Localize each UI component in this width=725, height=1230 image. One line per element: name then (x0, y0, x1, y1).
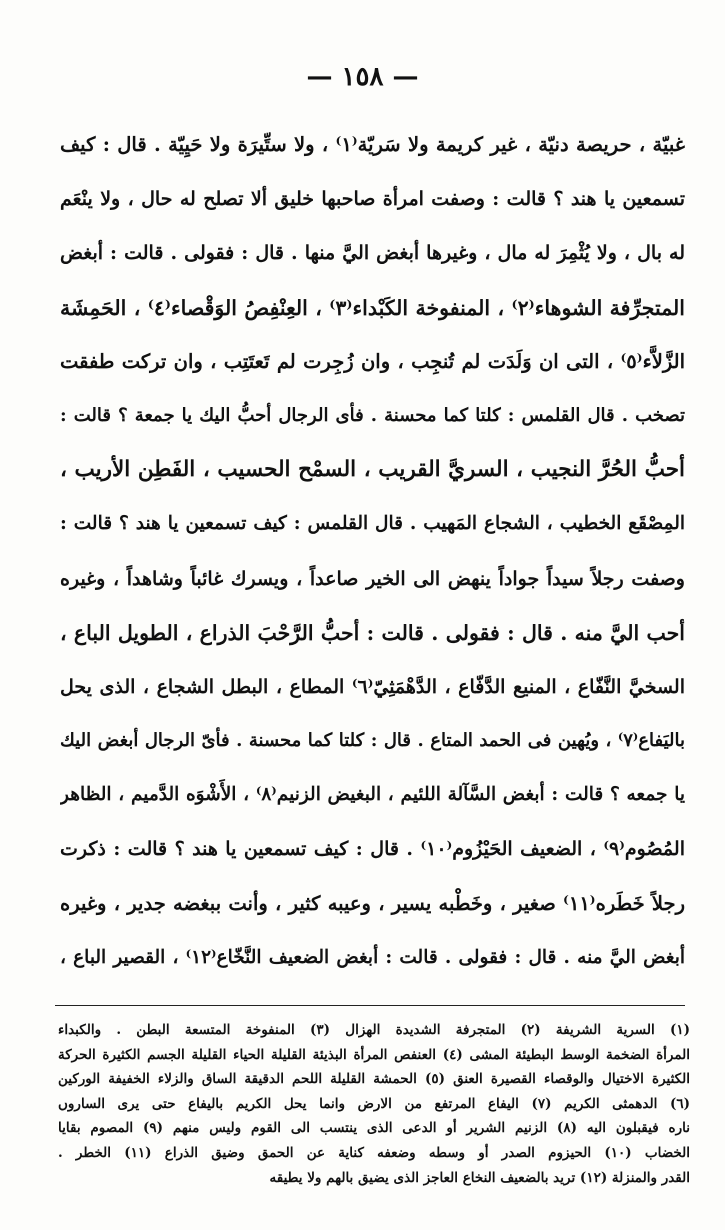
page-number: — ١٥٨ — (306, 62, 419, 92)
text-line: وصفت رجلاً سيداً جواداً ينهض الى الخير صاعداً ، ويسرك غائباً وشاهداً ، وغيره (60, 567, 685, 590)
text-line: أحبُّ الحُرَّ النجيب ، السريَّ القريب ، السمْح الحسيب ، الفَطِن الأريب ، (60, 457, 685, 483)
text-line: المُصُوم⁽٩⁾ ، الضعيف الحَيْزُوم⁽١٠⁾ . قال : كيف تسمعين يا هند ؟ قالت : ذكرت (60, 838, 685, 861)
footnote-line: (٦) الدهمثى الكريم (٧) اليفاع المرتفع من الارض وانما يحل الكريم باليفاع حتى يرى الساروں (58, 1095, 690, 1112)
footnote-line: ناره فيقبلون اليه (٨) الزنيم الشرير أو الدعى الذى ينتسب الى القوم وليس منهم (٩) المصوم بقايا (58, 1120, 690, 1137)
text-line: رجلاً خَطَره⁽١١⁾ صغير ، وخَطْبه يسير ، وعيبه كثير ، وأنت ببغضه جدير ، وغيره (60, 891, 685, 915)
text-line: يا جمعه ؟ قالت : أبغض السَّآلة اللئيم ، البغيض الزنيم⁽٨⁾ ، الأَشْوَه الدَّميم ، الظاهر (60, 784, 685, 806)
text-line: له بال ، ولا يُثْمِرَ له مال ، وغيرها أبغض اليَّ منها . قال : فقولى . قالت : أبغض (60, 242, 685, 265)
text-line: الزَّلاَّء⁽٥⁾ ، التى ان وَلَدَت لم تُنجِب ، وان زُجِرت لم تَعتَتِب ، وان تركت طفقت (60, 349, 685, 373)
text-line: تسمعين يا هند ؟ قالت : وصفت امرأة صاحبها خليق ألا تصلح له حال ، ولا ينْعَم (60, 188, 685, 211)
footnote-line: الكثيرة الاختيال والوقصاء القصيرة العنق (٥) الحمشة القليلة اللحم الدقيقة الساق والزلاء الخفيفة الوركين (58, 1071, 690, 1088)
footnotes (58, 1018, 690, 1190)
footnote-line: القدر والمنزلة (١٢) تريد بالضعيف النخاع العاجز الذى يضيق بالهم ولا يطيقه (269, 1169, 690, 1186)
text-line: أبغض اليَّ منه . قال : فقولى . قالت : أبغض الضعيف النَّخّاع⁽١٢⁾ ، القصير الباع ، (60, 946, 685, 968)
main-text (60, 118, 685, 985)
text-line: المِصْقَع الخطيب ، الشجاع المَهيب . قال القلمس : كيف تسمعين يا هند ؟ قالت : (60, 513, 685, 535)
footnote-line: المرأة الضخمة الوسط البطيئة المشى (٤) العنفص المرأة البذيئة القليلة الحياء القليلة الجسم الكثيرة الحركة (58, 1046, 690, 1063)
footnote-divider (55, 1005, 685, 1006)
text-line: أحب اليَّ منه . قال : فقولى . قالت : أحبُّ الرَّحْبَ الذراع ، الطويل الباع ، (60, 620, 685, 645)
text-line: المتجرِّفة الشوهاء⁽٢⁾ ، المنفوخة الكَبْداء⁽٣⁾ ، العِنْفِصُ الوَقْصاء⁽٤⁾ ، الحَمِشَة (60, 295, 685, 320)
text-line: تصخب . قال القلمس : كلتا كما محسنة . فأى الرجال أحبُّ اليك يا جمعة ؟ قالت : (60, 404, 685, 426)
text-line: السخيَّ النَّفّاع ، المنيع الدَّفّاع ، الدَّهْمَثِيّ⁽٦⁾ المطاع ، البطل الشجاع ، الذى يحل (60, 675, 685, 698)
footnote-line: الخضاب (١٠) الحيزوم الصدر أو وسطه وضعفه كناية عن الحمق وضيق الذراع (١١) الخطر . (58, 1144, 690, 1161)
text-line: غبيّة ، حريصة دنيّة ، غير كريمة ولا سَريّة⁽١⁾ ، ولا ستِّيرَة ولا حَيِيّة . قال : كيف (60, 133, 685, 156)
text-line: باليَفاع⁽٧⁾ ، ويُهين فى الحمد المتاع . قال : كلتا كما محسنة . فأىّ الرجال أبغض اليك (60, 730, 685, 752)
footnote-line: (١) السرية الشريفة (٢) المتجرفة الشديدة الهزال (٣) المنفوخة المتسعة البطن . والكبداء (58, 1022, 690, 1038)
